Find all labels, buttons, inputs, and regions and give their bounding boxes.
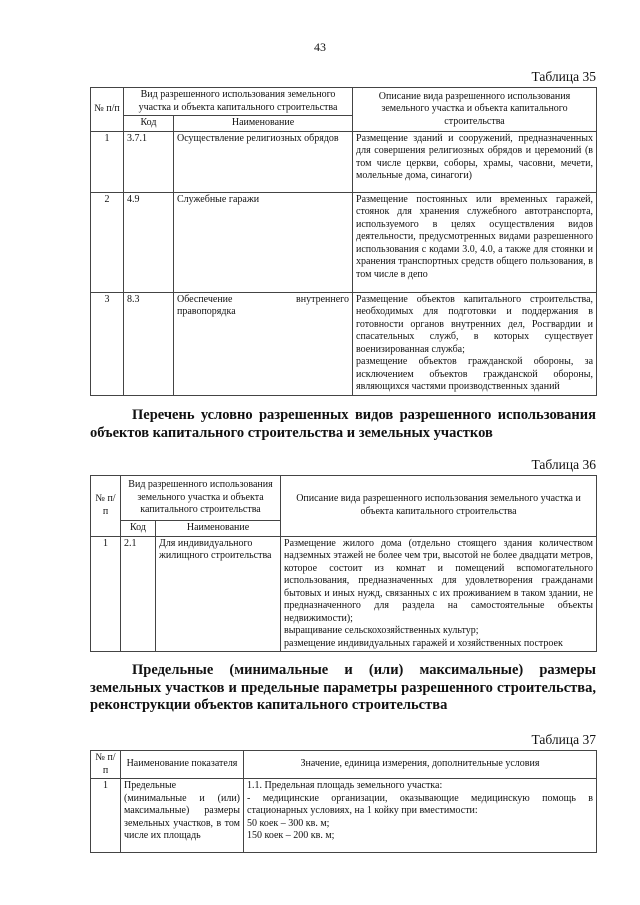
row-code: 8.3 xyxy=(124,292,174,395)
table-37 xyxy=(90,750,597,853)
column-header-use-type: Вид разрешенного использования земельного участка и объекта капитального строительства xyxy=(124,88,353,116)
section-heading-limit-parameters: Предельные (минимальные и (или) максимальные) размеры земельных участков и предельные параметры разрешенного строительства, реконструкции объектов капитального строительства xyxy=(90,662,596,713)
row-number: 2 xyxy=(91,192,124,292)
column-header-value: Значение, единица измерения, дополнительные условия xyxy=(244,751,597,779)
row-number: 1 xyxy=(91,779,121,853)
row-description: Размещение постоянных или временных гаражей, стоянок для хранения служебного автотранспорта, используемого в целях осуществления видов деятельности, предусмотренных видами разрешенного использования с кодами 3.0, 4.0, а также для стоянки и хранения транспортных средств общего пользования, в том числе в депо xyxy=(353,192,597,292)
table-35 xyxy=(90,87,597,396)
row-name: Служебные гаражи xyxy=(174,192,353,292)
row-code: 2.1 xyxy=(121,536,156,652)
section-heading-conditional-uses: Перечень условно разрешенных видов разрешенного использования объектов капитального строительства и земельных участков xyxy=(90,407,596,441)
row-description: Размещение зданий и сооружений, предназначенных для совершения религиозных обрядов и церемоний (в том числе церкви, соборы, храмы, часовни, мечети, молельные дома, синагоги) xyxy=(353,131,597,192)
table-37-caption: Таблица 37 xyxy=(531,732,596,747)
row-number: 3 xyxy=(91,292,124,395)
row-number: 1 xyxy=(91,131,124,192)
table-row xyxy=(91,779,597,853)
column-header-code: Код xyxy=(121,521,156,537)
row-code: 3.7.1 xyxy=(124,131,174,192)
row-value: 1.1. Предельная площадь земельного участка: - медицинские организации, оказывающие медицинскую помощь в стационарных условиях, на 1 койку при вместимости: 50 коек – 300 кв. м; 150 коек – 200 кв. м; xyxy=(244,779,597,853)
column-header-number: № п/п xyxy=(91,751,121,779)
row-code: 4.9 xyxy=(124,192,174,292)
column-header-description: Описание вида разрешенного использования земельного участка и объекта капитального строительства xyxy=(353,88,597,132)
row-name: Осуществление религиозных обрядов xyxy=(174,131,353,192)
table-row xyxy=(91,536,597,652)
column-header-number: № п/п xyxy=(91,476,121,537)
row-description: Размещение объектов капитального строительства, необходимых для подготовки и поддержания в готовности органов внутренних дел, Росгвардии и спасательных служб, в которых существует военизированная служба; размещение объектов гражданской обороны, за исключением объектов гражданской обороны, являющихся частями производственных зданий xyxy=(353,292,597,395)
table-36-caption: Таблица 36 xyxy=(531,457,596,472)
row-description: Размещение жилого дома (отдельно стоящего здания количеством надземных этажей не более чем три, высотой не более двадцати метров, которое состоит из комнат и помещений вспомогательного использования, предназначенных для удовлетворения гражданами бытовых и иных нужд, связанных с их проживанием в таком здании, не предназначенного для раздела на самостоятельные объекты недвижимости); выращивание сельскохозяйственных культур; размещение индивидуальных гаражей и хозяйственных построек xyxy=(281,536,597,652)
column-header-name: Наименование xyxy=(174,116,353,132)
table-row xyxy=(91,192,597,292)
column-header-code: Код xyxy=(124,116,174,132)
page-number: 43 xyxy=(314,40,326,54)
table-36 xyxy=(90,475,597,652)
row-number: 1 xyxy=(91,536,121,652)
table-35-caption: Таблица 35 xyxy=(531,69,596,84)
column-header-indicator: Наименование показателя xyxy=(121,751,244,779)
column-header-number: № п/п xyxy=(91,88,124,132)
column-header-description: Описание вида разрешенного использования земельного участка и объекта капитального строительства xyxy=(281,476,597,537)
row-name: Обеспечение внутреннего правопорядка xyxy=(174,292,353,395)
column-header-name: Наименование xyxy=(156,521,281,537)
table-row xyxy=(91,131,597,192)
table-row xyxy=(91,292,597,395)
column-header-use-type: Вид разрешенного использования земельного участка и объекта капитального строительства xyxy=(121,476,281,521)
row-name: Для индивидуального жилищного строительства xyxy=(156,536,281,652)
row-indicator: Предельные (минимальные и (или) максимальные) размеры земельных участков, в том числе их площадь xyxy=(121,779,244,853)
